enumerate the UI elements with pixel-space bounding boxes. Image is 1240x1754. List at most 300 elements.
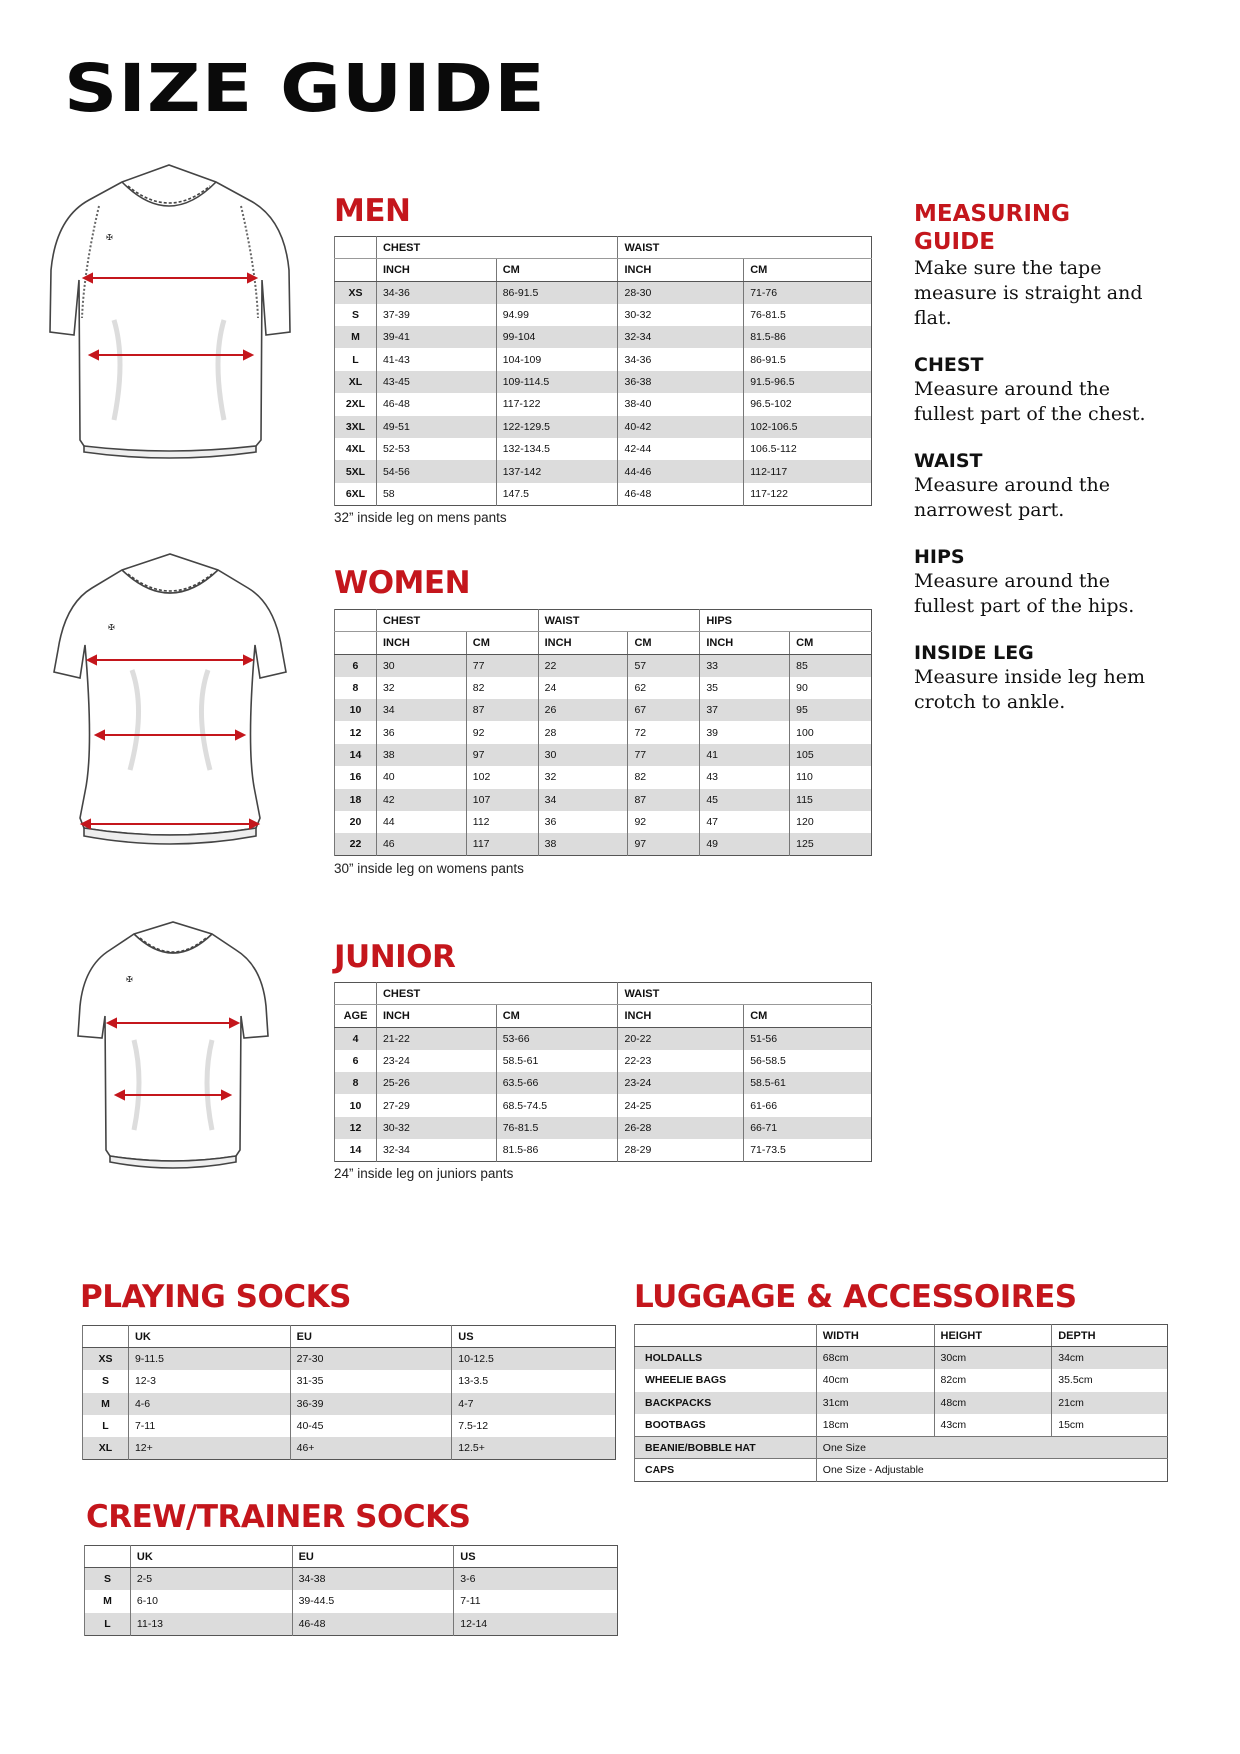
table-header-row	[335, 632, 872, 654]
table-cell: 26-28	[618, 1117, 744, 1139]
women-title: WOMEN	[334, 565, 471, 601]
table-header-row	[635, 1325, 1168, 1347]
table-cell: 6	[335, 654, 377, 676]
table-cell: 24-25	[618, 1094, 744, 1116]
junior-size-table	[334, 982, 872, 1162]
table-row	[335, 460, 872, 482]
table-cell: 6-10	[130, 1590, 292, 1612]
table-cell	[635, 1325, 817, 1347]
table-cell: 30	[376, 654, 466, 676]
guide-chest-head: CHEST	[914, 354, 984, 376]
table-cell: 87	[466, 699, 538, 721]
measuring-guide	[914, 200, 1164, 715]
table-cell: 34-38	[292, 1568, 454, 1590]
table-cell: CM	[744, 259, 872, 281]
table-cell: 5XL	[335, 460, 377, 482]
table-cell: 102-106.5	[744, 416, 872, 438]
table-cell: 18cm	[816, 1414, 934, 1436]
table-cell: 14	[335, 744, 377, 766]
luggage-table	[634, 1324, 1168, 1482]
men-note: 32” inside leg on mens pants	[334, 510, 507, 525]
table-cell: XL	[335, 371, 377, 393]
table-cell: 36	[376, 721, 466, 743]
table-cell: 97	[628, 833, 700, 855]
table-cell: 132-134.5	[496, 438, 618, 460]
table-cell: 31cm	[816, 1392, 934, 1414]
measuring-guide-intro: Make sure the tape measure is straight and flat.	[914, 257, 1143, 329]
table-cell: 12+	[128, 1437, 290, 1459]
table-row	[335, 393, 872, 415]
table-cell: 31-35	[290, 1370, 452, 1392]
table-cell: EU	[290, 1326, 452, 1348]
table-cell: 40cm	[816, 1369, 934, 1391]
table-cell: CHEST	[376, 237, 618, 259]
table-cell: INCH	[376, 259, 496, 281]
table-cell: 21cm	[1052, 1392, 1168, 1414]
table-row	[335, 1139, 872, 1161]
table-header-row	[335, 1005, 872, 1027]
table-cell: 23-24	[618, 1072, 744, 1094]
table-row	[335, 1050, 872, 1072]
table-cell: 12-14	[454, 1613, 618, 1635]
table-row	[335, 789, 872, 811]
table-cell: One Size	[816, 1436, 1167, 1458]
table-cell: CHEST	[376, 610, 538, 632]
table-cell: 9-11.5	[128, 1348, 290, 1370]
table-cell: 105	[790, 744, 872, 766]
table-cell: M	[85, 1590, 131, 1612]
table-cell: 12	[335, 721, 377, 743]
table-cell: HIPS	[700, 610, 872, 632]
table-cell: 25-26	[376, 1072, 496, 1094]
table-cell: 4-6	[128, 1393, 290, 1415]
table-cell: 34	[538, 789, 628, 811]
table-cell: 4	[335, 1027, 377, 1049]
junior-title: JUNIOR	[334, 939, 456, 975]
table-cell: 66-71	[744, 1117, 872, 1139]
guide-inside-leg-text: Measure inside leg hem crotch to ankle.	[914, 666, 1145, 713]
table-cell: 20-22	[618, 1027, 744, 1049]
table-cell: S	[335, 304, 377, 326]
table-cell: 34	[376, 699, 466, 721]
table-cell: 49-51	[376, 416, 496, 438]
table-cell: 34-36	[618, 348, 744, 370]
table-cell: 71-76	[744, 281, 872, 303]
table-cell: 87	[628, 789, 700, 811]
table-row	[335, 371, 872, 393]
table-cell: 3-6	[454, 1568, 618, 1590]
guide-inside-leg-head: INSIDE LEG	[914, 642, 1034, 664]
table-cell: 12.5+	[452, 1437, 616, 1459]
table-cell: S	[83, 1370, 129, 1392]
table-cell: 8	[335, 1072, 377, 1094]
table-cell: 8	[335, 677, 377, 699]
table-cell: 94.99	[496, 304, 618, 326]
table-row	[335, 833, 872, 855]
table-cell: 39-44.5	[292, 1590, 454, 1612]
table-cell: 147.5	[496, 483, 618, 505]
table-cell: 45	[700, 789, 790, 811]
table-row	[335, 811, 872, 833]
table-row	[83, 1415, 616, 1437]
table-row	[335, 1094, 872, 1116]
table-cell: BOOTBAGS	[635, 1414, 817, 1436]
table-cell: 57	[628, 654, 700, 676]
measuring-guide-title: MEASURING GUIDE	[914, 201, 1071, 255]
guide-waist-head: WAIST	[914, 450, 983, 472]
table-row	[335, 699, 872, 721]
table-cell: 30-32	[376, 1117, 496, 1139]
table-cell: 36-39	[290, 1393, 452, 1415]
table-cell: 10	[335, 1094, 377, 1116]
table-cell: 120	[790, 811, 872, 833]
table-row	[335, 1027, 872, 1049]
table-cell: 117-122	[496, 393, 618, 415]
table-row	[635, 1369, 1168, 1391]
table-cell: 32	[538, 766, 628, 788]
table-cell: 122-129.5	[496, 416, 618, 438]
table-cell: 43cm	[934, 1414, 1052, 1436]
playing-socks-table	[82, 1325, 616, 1460]
table-cell: M	[335, 326, 377, 348]
table-cell: 6XL	[335, 483, 377, 505]
table-cell: 110	[790, 766, 872, 788]
table-cell: 82cm	[934, 1369, 1052, 1391]
luggage-title: LUGGAGE & ACCESSOIRES	[634, 1279, 1077, 1315]
table-cell: 20	[335, 811, 377, 833]
table-cell: 4-7	[452, 1393, 616, 1415]
table-cell	[83, 1326, 129, 1348]
crew-socks-title: CREW/TRAINER SOCKS	[86, 1499, 471, 1535]
table-cell: 15cm	[1052, 1414, 1168, 1436]
table-cell: HOLDALLS	[635, 1347, 817, 1369]
table-cell: WAIST	[618, 983, 872, 1005]
table-cell: 22	[335, 833, 377, 855]
table-cell: 46	[376, 833, 466, 855]
table-header-row	[83, 1326, 616, 1348]
table-cell: 32-34	[376, 1139, 496, 1161]
table-cell	[335, 610, 377, 632]
table-cell: 34cm	[1052, 1347, 1168, 1369]
table-row	[85, 1613, 618, 1635]
table-row	[335, 677, 872, 699]
table-row	[635, 1414, 1168, 1436]
table-cell: 40-45	[290, 1415, 452, 1437]
table-cell: 58.5-61	[496, 1050, 618, 1072]
table-cell: 22	[538, 654, 628, 676]
table-cell: 28	[538, 721, 628, 743]
table-cell: 33	[700, 654, 790, 676]
table-cell: 40	[376, 766, 466, 788]
table-cell: 34-36	[376, 281, 496, 303]
table-cell: 117	[466, 833, 538, 855]
table-cell: S	[85, 1568, 131, 1590]
table-cell: 44-46	[618, 460, 744, 482]
table-cell: 100	[790, 721, 872, 743]
table-cell: 46-48	[292, 1613, 454, 1635]
table-cell: WAIST	[618, 237, 872, 259]
table-cell: 7-11	[128, 1415, 290, 1437]
table-row	[83, 1348, 616, 1370]
table-row	[335, 721, 872, 743]
table-cell: XL	[83, 1437, 129, 1459]
table-cell: WHEELIE BAGS	[635, 1369, 817, 1391]
table-cell: HEIGHT	[934, 1325, 1052, 1347]
table-cell: 81.5-86	[744, 326, 872, 348]
table-cell: 102	[466, 766, 538, 788]
table-cell: 42-44	[618, 438, 744, 460]
table-cell: 37	[700, 699, 790, 721]
table-cell: INCH	[618, 1005, 744, 1027]
table-cell: 39-41	[376, 326, 496, 348]
guide-hips-head: HIPS	[914, 546, 965, 568]
table-cell	[335, 983, 377, 1005]
table-cell: 95	[790, 699, 872, 721]
table-cell: 7.5-12	[452, 1415, 616, 1437]
table-cell: 43	[700, 766, 790, 788]
table-cell: 7-11	[454, 1590, 618, 1612]
table-cell: 43-45	[376, 371, 496, 393]
table-row	[85, 1568, 618, 1590]
table-row	[85, 1590, 618, 1612]
table-cell: 38-40	[618, 393, 744, 415]
table-cell: 58.5-61	[744, 1072, 872, 1094]
table-cell: 46-48	[376, 393, 496, 415]
table-cell: CM	[496, 1005, 618, 1027]
table-row	[83, 1437, 616, 1459]
table-row	[335, 483, 872, 505]
table-cell: L	[83, 1415, 129, 1437]
men-shirt-illustration	[44, 160, 294, 520]
table-cell: 41	[700, 744, 790, 766]
table-cell: 26	[538, 699, 628, 721]
page-title: SIZE GUIDE	[64, 50, 546, 127]
table-cell: XS	[83, 1348, 129, 1370]
table-cell: 44	[376, 811, 466, 833]
table-cell: CM	[790, 632, 872, 654]
table-cell: 76-81.5	[744, 304, 872, 326]
table-cell: 86-91.5	[744, 348, 872, 370]
men-size-table	[334, 236, 872, 506]
table-cell: UK	[130, 1546, 292, 1568]
guide-chest-text: Measure around the fullest part of the chest.	[914, 378, 1146, 425]
table-cell: 90	[790, 677, 872, 699]
table-cell: CHEST	[376, 983, 618, 1005]
table-cell: 2XL	[335, 393, 377, 415]
men-title: MEN	[334, 193, 411, 229]
table-cell: BEANIE/BOBBLE HAT	[635, 1436, 817, 1458]
table-cell: 72	[628, 721, 700, 743]
table-cell: L	[335, 348, 377, 370]
table-cell: 28-30	[618, 281, 744, 303]
table-cell: 91.5-96.5	[744, 371, 872, 393]
table-cell: 36	[538, 811, 628, 833]
table-cell: 18	[335, 789, 377, 811]
table-cell: 56-58.5	[744, 1050, 872, 1072]
table-cell: 46-48	[618, 483, 744, 505]
table-cell: 32-34	[618, 326, 744, 348]
table-cell: 53-66	[496, 1027, 618, 1049]
table-cell: 10-12.5	[452, 1348, 616, 1370]
table-cell: INCH	[538, 632, 628, 654]
table-cell: 37-39	[376, 304, 496, 326]
table-cell: 68cm	[816, 1347, 934, 1369]
table-cell: CM	[496, 259, 618, 281]
table-cell: 6	[335, 1050, 377, 1072]
table-row	[335, 326, 872, 348]
table-cell: 27-30	[290, 1348, 452, 1370]
table-cell: 23-24	[376, 1050, 496, 1072]
table-cell: 41-43	[376, 348, 496, 370]
table-cell: EU	[292, 1546, 454, 1568]
table-cell: US	[452, 1326, 616, 1348]
table-cell: 30-32	[618, 304, 744, 326]
table-cell: One Size - Adjustable	[816, 1459, 1167, 1481]
table-cell: WAIST	[538, 610, 700, 632]
table-cell: 3XL	[335, 416, 377, 438]
table-header-row	[335, 237, 872, 259]
table-cell: 96.5-102	[744, 393, 872, 415]
table-cell	[335, 632, 377, 654]
table-cell: 63.5-66	[496, 1072, 618, 1094]
table-cell: 38	[376, 744, 466, 766]
table-cell: 35	[700, 677, 790, 699]
table-cell: AGE	[335, 1005, 377, 1027]
table-header-row	[335, 610, 872, 632]
table-cell: US	[454, 1546, 618, 1568]
table-cell: INCH	[376, 1005, 496, 1027]
table-cell: DEPTH	[1052, 1325, 1168, 1347]
table-cell: 27-29	[376, 1094, 496, 1116]
table-cell: 81.5-86	[496, 1139, 618, 1161]
women-note: 30” inside leg on womens pants	[334, 861, 524, 876]
table-cell: 32	[376, 677, 466, 699]
table-cell: 77	[628, 744, 700, 766]
table-header-row	[85, 1546, 618, 1568]
table-cell: BACKPACKS	[635, 1392, 817, 1414]
table-cell: L	[85, 1613, 131, 1635]
table-cell: 35.5cm	[1052, 1369, 1168, 1391]
table-cell: 61-66	[744, 1094, 872, 1116]
table-cell: CM	[628, 632, 700, 654]
table-cell: 39	[700, 721, 790, 743]
table-cell: 28-29	[618, 1139, 744, 1161]
table-cell: 82	[466, 677, 538, 699]
table-cell: 49	[700, 833, 790, 855]
table-cell: 85	[790, 654, 872, 676]
table-cell: 30cm	[934, 1347, 1052, 1369]
table-cell	[85, 1546, 131, 1568]
table-row	[83, 1370, 616, 1392]
women-shirt-illustration	[50, 550, 290, 875]
table-cell: 62	[628, 677, 700, 699]
table-cell: 38	[538, 833, 628, 855]
guide-hips-text: Measure around the fullest part of the hips.	[914, 570, 1135, 617]
table-cell: 99-104	[496, 326, 618, 348]
table-cell: 68.5-74.5	[496, 1094, 618, 1116]
table-cell: CM	[744, 1005, 872, 1027]
table-cell: 13-3.5	[452, 1370, 616, 1392]
table-cell: 48cm	[934, 1392, 1052, 1414]
table-row	[335, 766, 872, 788]
table-cell: 51-56	[744, 1027, 872, 1049]
table-cell: UK	[128, 1326, 290, 1348]
brand-logo: ✠	[126, 975, 133, 984]
table-cell: 40-42	[618, 416, 744, 438]
brand-logo: ✠	[106, 233, 113, 242]
table-cell: 115	[790, 789, 872, 811]
brand-logo: ✠	[108, 623, 115, 632]
table-cell: 117-122	[744, 483, 872, 505]
table-cell: 67	[628, 699, 700, 721]
table-row	[335, 654, 872, 676]
table-row	[335, 438, 872, 460]
table-cell: 10	[335, 699, 377, 721]
table-row	[635, 1459, 1168, 1481]
table-row	[335, 1072, 872, 1094]
table-row	[335, 281, 872, 303]
table-cell: 12	[335, 1117, 377, 1139]
table-cell: 106.5-112	[744, 438, 872, 460]
table-cell: 16	[335, 766, 377, 788]
table-cell: 42	[376, 789, 466, 811]
table-cell: 58	[376, 483, 496, 505]
table-cell: 92	[466, 721, 538, 743]
table-cell: 77	[466, 654, 538, 676]
table-cell: 104-109	[496, 348, 618, 370]
table-cell: 46+	[290, 1437, 452, 1459]
table-row	[335, 744, 872, 766]
table-cell: 52-53	[376, 438, 496, 460]
table-cell: M	[83, 1393, 129, 1415]
table-cell: 12-3	[128, 1370, 290, 1392]
table-cell: 36-38	[618, 371, 744, 393]
table-cell: 112-117	[744, 460, 872, 482]
table-cell: 30	[538, 744, 628, 766]
table-header-row	[335, 983, 872, 1005]
table-cell: 125	[790, 833, 872, 855]
junior-note: 24” inside leg on juniors pants	[334, 1166, 514, 1181]
table-cell: 97	[466, 744, 538, 766]
table-row	[635, 1436, 1168, 1458]
table-cell: 137-142	[496, 460, 618, 482]
crew-socks-table	[84, 1545, 618, 1636]
guide-waist-text: Measure around the narrowest part.	[914, 474, 1111, 521]
table-cell: CAPS	[635, 1459, 817, 1481]
table-cell: 107	[466, 789, 538, 811]
junior-shirt-illustration	[74, 920, 272, 1190]
table-row	[635, 1347, 1168, 1369]
table-cell: 112	[466, 811, 538, 833]
table-cell: XS	[335, 281, 377, 303]
table-cell: 71-73.5	[744, 1139, 872, 1161]
table-cell: 11-13	[130, 1613, 292, 1635]
table-cell: CM	[466, 632, 538, 654]
women-size-table	[334, 609, 872, 856]
table-cell: INCH	[700, 632, 790, 654]
table-row	[335, 348, 872, 370]
table-row	[635, 1392, 1168, 1414]
table-cell	[335, 237, 377, 259]
table-cell: 86-91.5	[496, 281, 618, 303]
table-cell: 47	[700, 811, 790, 833]
table-row	[335, 416, 872, 438]
playing-socks-title: PLAYING SOCKS	[80, 1279, 351, 1315]
table-cell: INCH	[376, 632, 466, 654]
table-cell	[335, 259, 377, 281]
table-row	[335, 1117, 872, 1139]
table-row	[83, 1393, 616, 1415]
